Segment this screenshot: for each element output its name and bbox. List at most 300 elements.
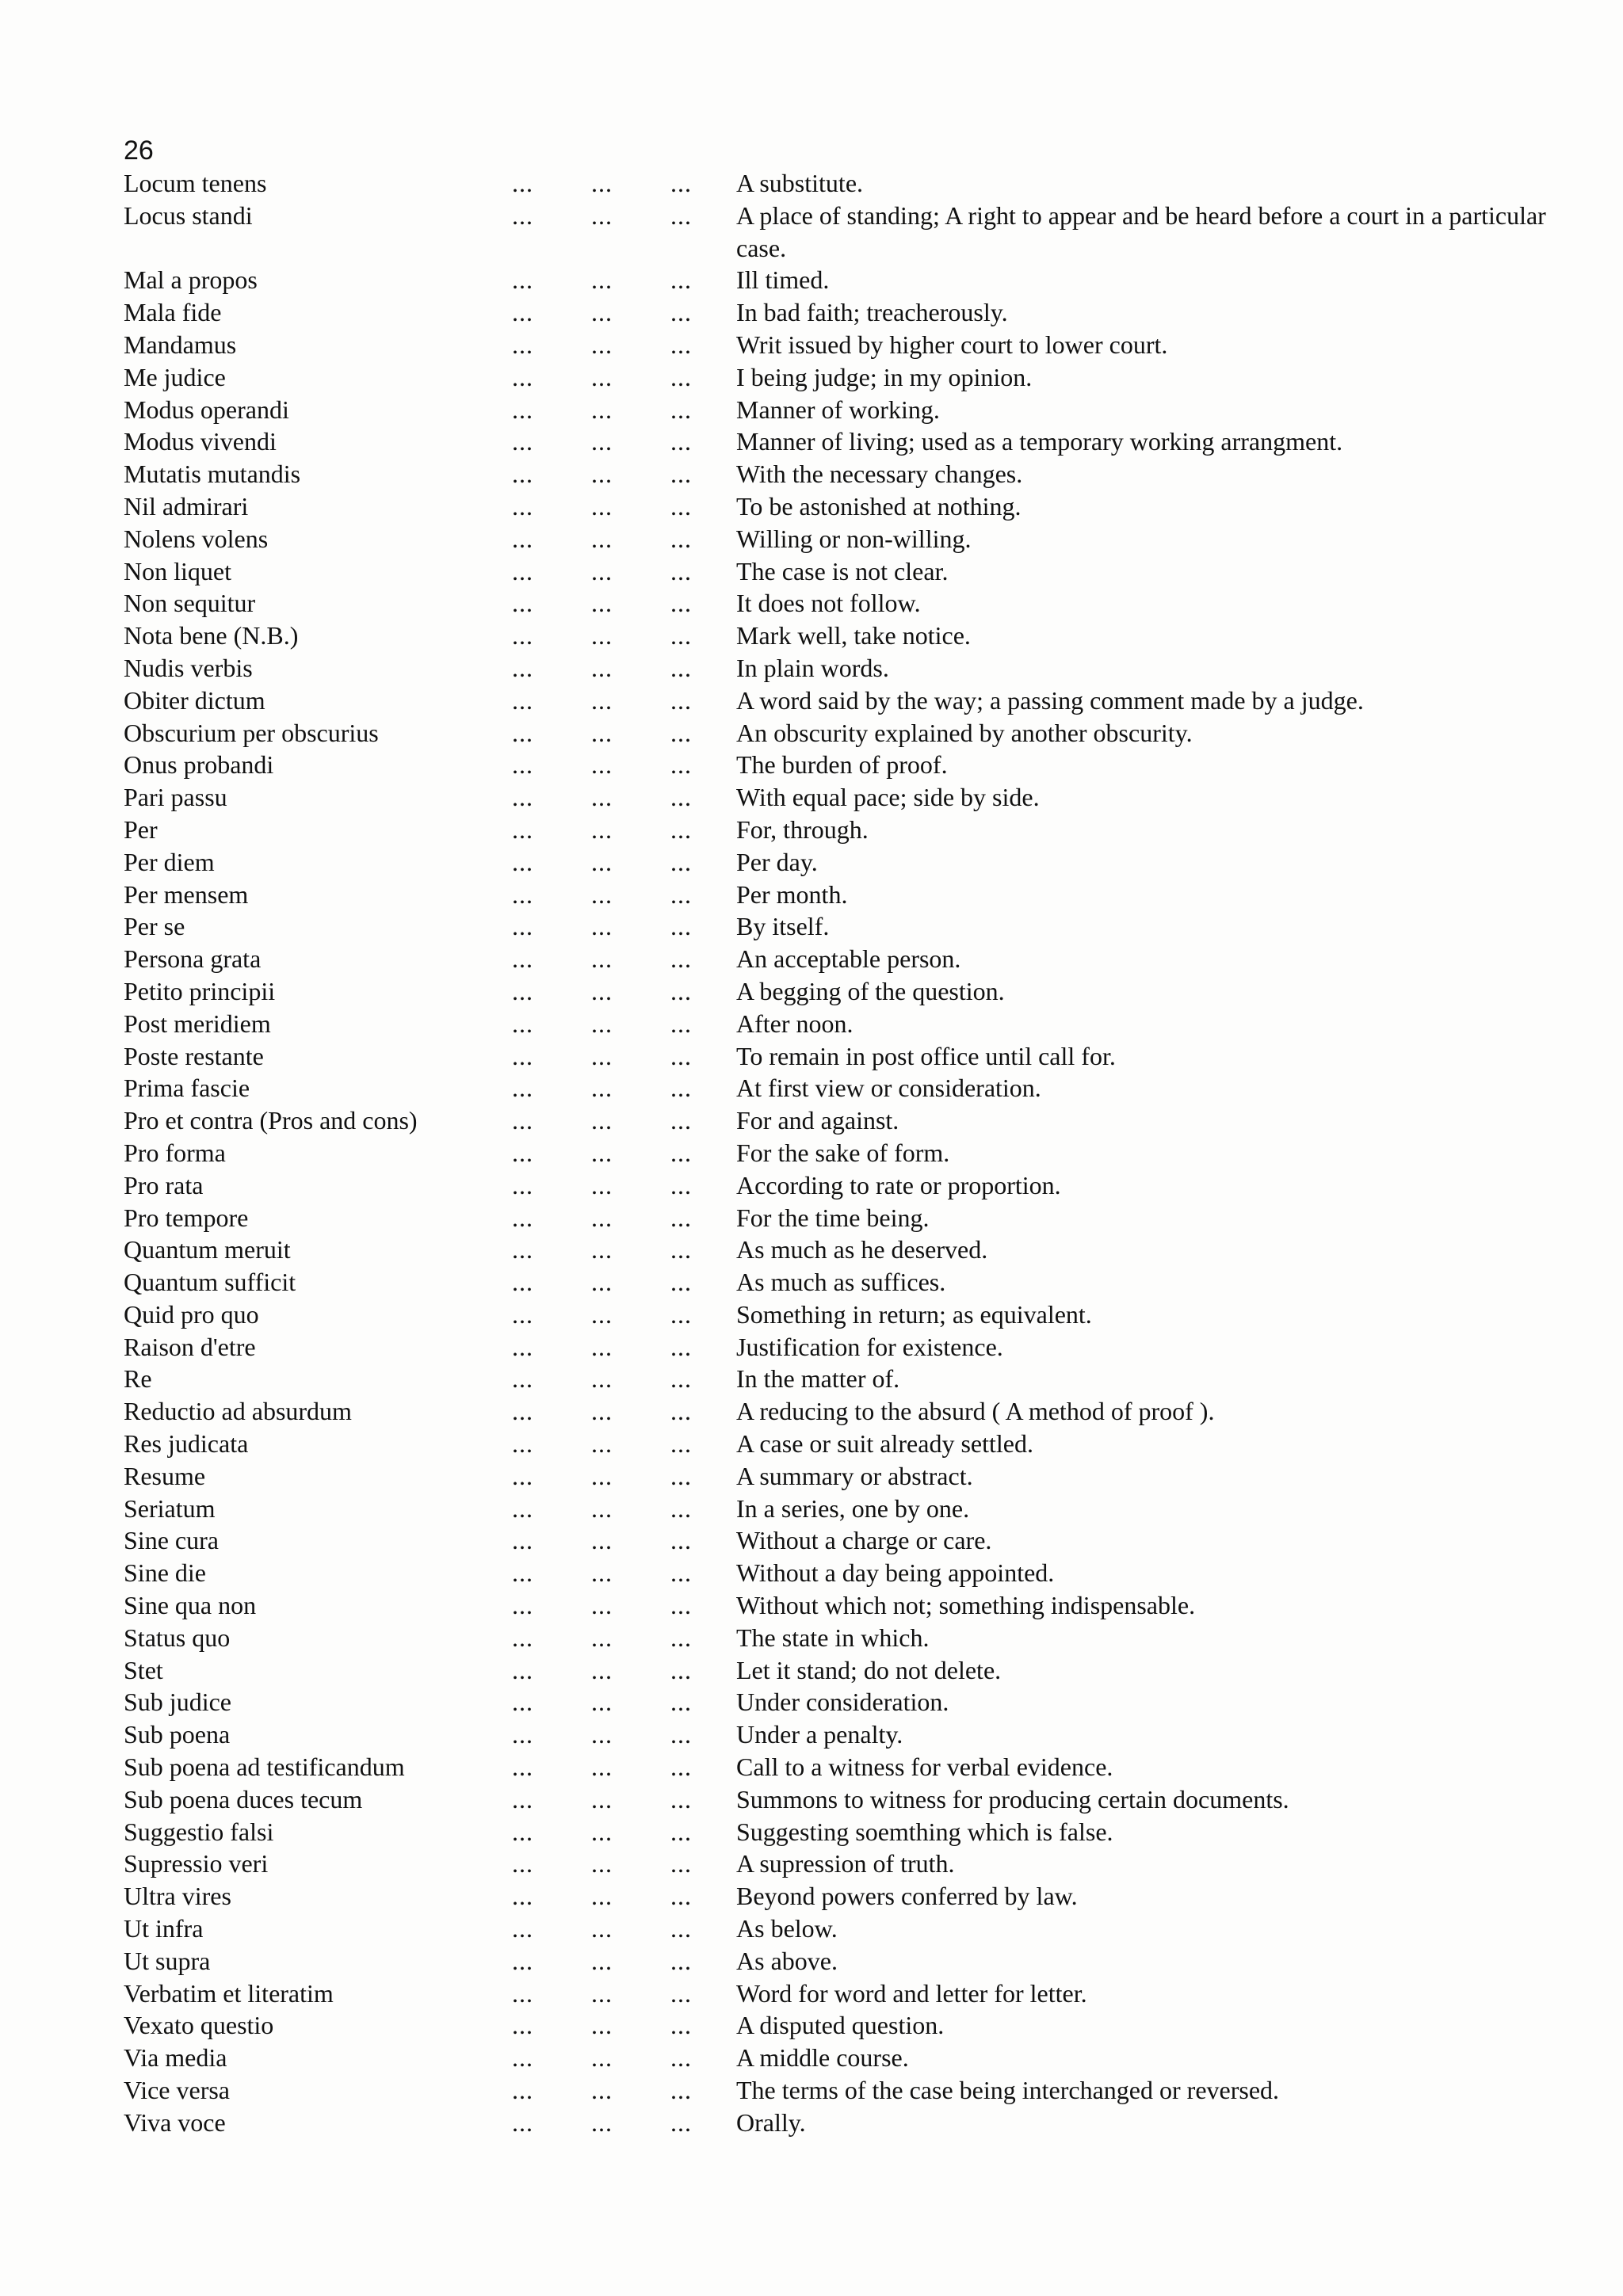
dot-leader: ... <box>670 912 692 941</box>
page-number: 26 <box>124 135 154 166</box>
entry-meaning: It does not follow. <box>736 589 921 618</box>
dot-leader: ... <box>591 2043 613 2073</box>
dot-leader: ... <box>591 1299 613 1329</box>
dot-leader: ... <box>670 1914 692 1943</box>
dot-leaders <box>512 2042 736 2074</box>
dot-leader: ... <box>512 1170 533 1199</box>
entry-term: Suggestio falsi <box>124 1817 274 1846</box>
dot-leader: ... <box>670 200 692 230</box>
entry-term: Mandamus <box>124 330 237 359</box>
dot-leader: ... <box>591 362 613 391</box>
dot-leader: ... <box>670 1655 692 1684</box>
entry-meaning: A middle course. <box>736 2043 909 2073</box>
dot-leader: ... <box>512 1849 533 1878</box>
entry-term: Sine die <box>124 1558 206 1588</box>
dot-leader: ... <box>591 685 613 715</box>
dot-leader: ... <box>512 1623 533 1652</box>
dot-leader: ... <box>591 814 613 844</box>
dot-leaders <box>512 1654 736 1687</box>
dot-leader: ... <box>512 685 533 715</box>
dot-leader: ... <box>512 1784 533 1814</box>
dot-leader: ... <box>591 1558 613 1588</box>
dot-leader: ... <box>512 2076 533 2105</box>
dot-leaders <box>512 2107 736 2139</box>
dot-leader: ... <box>591 653 613 682</box>
dot-leaders <box>512 1816 736 1848</box>
glossary-entry <box>124 1880 1574 1913</box>
dot-leader: ... <box>512 298 533 327</box>
dot-leader: ... <box>670 2076 692 2105</box>
dot-leader: ... <box>591 1268 613 1297</box>
glossary-entry <box>124 781 1574 814</box>
dot-leader: ... <box>512 1235 533 1264</box>
entry-term: Ut infra <box>124 1914 204 1943</box>
entry-term: Obscurium per obscurius <box>124 718 379 747</box>
dot-leader: ... <box>591 1914 613 1943</box>
glossary-entry <box>124 814 1574 846</box>
dot-leader: ... <box>512 524 533 553</box>
dot-leader: ... <box>670 395 692 424</box>
entry-term: Reductio ad absurdum <box>124 1397 352 1426</box>
glossary-entry <box>124 1395 1574 1428</box>
dot-leader: ... <box>591 1946 613 1975</box>
entry-term: Pro tempore <box>124 1203 249 1232</box>
dot-leader: ... <box>591 1720 613 1749</box>
dot-leaders <box>512 943 736 975</box>
dot-leaders <box>512 1008 736 1040</box>
glossary-entry <box>124 2074 1574 2107</box>
dot-leader: ... <box>591 491 613 521</box>
entry-meaning: Word for word and letter for letter. <box>736 1978 1087 2008</box>
entry-term: Re <box>124 1364 152 1394</box>
dot-leader: ... <box>512 1720 533 1749</box>
glossary-entry <box>124 846 1574 879</box>
dot-leaders <box>512 425 736 458</box>
dot-leader: ... <box>591 1009 613 1038</box>
entry-meaning: Willing or non-willing. <box>736 524 972 553</box>
dot-leaders <box>512 1945 736 1978</box>
dot-leaders <box>512 1072 736 1104</box>
dot-leader: ... <box>591 944 613 974</box>
dot-leader: ... <box>591 1138 613 1167</box>
entry-meaning: According to rate or proportion. <box>736 1170 1061 1199</box>
dot-leader: ... <box>670 783 692 812</box>
entry-meaning: In plain words. <box>736 653 889 682</box>
dot-leader: ... <box>670 556 692 585</box>
dot-leader: ... <box>670 1364 692 1394</box>
dot-leader: ... <box>512 1203 533 1232</box>
dot-leader: ... <box>591 1849 613 1878</box>
dot-leader: ... <box>512 1397 533 1426</box>
dot-leader: ... <box>670 330 692 359</box>
dot-leaders <box>512 620 736 652</box>
entry-meaning: Suggesting soemthing which is false. <box>736 1817 1113 1846</box>
entry-term: Petito principii <box>124 976 276 1005</box>
dot-leaders <box>512 2074 736 2107</box>
dot-leaders <box>512 264 736 296</box>
dot-leader: ... <box>670 1882 692 1911</box>
entry-meaning: A place of standing; A right to appear and be heard before a court in a particular case. <box>736 200 1546 262</box>
entry-meaning: For, through. <box>736 814 869 844</box>
dot-leader: ... <box>670 1946 692 1975</box>
dot-leaders <box>512 394 736 426</box>
glossary-entry <box>124 1234 1574 1266</box>
dot-leaders <box>512 1363 736 1395</box>
entry-meaning: Let it stand; do not delete. <box>736 1655 1002 1684</box>
dot-leaders <box>512 1395 736 1428</box>
entry-term: Per <box>124 814 158 844</box>
entry-term: Non sequitur <box>124 589 256 618</box>
entry-meaning: For the time being. <box>736 1203 930 1232</box>
entry-meaning: As above. <box>736 1946 838 1975</box>
dot-leader: ... <box>591 395 613 424</box>
dot-leader: ... <box>591 2076 613 2105</box>
dot-leaders <box>512 1266 736 1299</box>
entry-term: Verbatim et literatim <box>124 1978 334 2008</box>
dot-leader: ... <box>670 1268 692 1297</box>
glossary-entry <box>124 1460 1574 1493</box>
entry-meaning: As below. <box>736 1914 838 1943</box>
dot-leaders <box>512 458 736 490</box>
dot-leaders <box>512 717 736 749</box>
dot-leader: ... <box>512 1655 533 1684</box>
glossary-entry <box>124 1040 1574 1073</box>
dot-leaders <box>512 814 736 846</box>
dot-leader: ... <box>670 1106 692 1135</box>
entry-meaning: The burden of proof. <box>736 750 948 780</box>
dot-leaders <box>512 1137 736 1169</box>
dot-leader: ... <box>591 1978 613 2008</box>
entry-term: Raison d'etre <box>124 1332 256 1361</box>
glossary-entry <box>124 1686 1574 1718</box>
dot-leader: ... <box>512 1753 533 1782</box>
entry-meaning: Mark well, take notice. <box>736 621 971 650</box>
dot-leader: ... <box>670 1203 692 1232</box>
entry-meaning: Ill timed. <box>736 265 830 295</box>
dot-leader: ... <box>512 976 533 1005</box>
dot-leader: ... <box>591 912 613 941</box>
entry-term: Onus probandi <box>124 750 274 780</box>
entry-term: Sine qua non <box>124 1591 257 1620</box>
dot-leaders <box>512 1524 736 1557</box>
entry-meaning: A substitute. <box>736 169 864 197</box>
glossary-entry <box>124 361 1574 394</box>
glossary-entry <box>124 1589 1574 1622</box>
glossary-entry <box>124 1266 1574 1299</box>
glossary-entry <box>124 490 1574 523</box>
dot-leaders <box>512 296 736 329</box>
dot-leader: ... <box>512 556 533 585</box>
entry-meaning: I being judge; in my opinion. <box>736 362 1033 391</box>
dot-leader: ... <box>670 1397 692 1426</box>
dot-leader: ... <box>591 1170 613 1199</box>
dot-leader: ... <box>512 2011 533 2040</box>
dot-leaders <box>512 1299 736 1331</box>
entry-meaning: In the matter of. <box>736 1364 900 1394</box>
dot-leader: ... <box>670 362 692 391</box>
dot-leader: ... <box>591 750 613 780</box>
entry-meaning: A word said by the way; a passing comment made by a judge. <box>736 685 1364 715</box>
entry-term: Sub poena duces tecum <box>124 1784 363 1814</box>
dot-leader: ... <box>512 718 533 747</box>
dot-leaders <box>512 1848 736 1880</box>
dot-leader: ... <box>591 1106 613 1135</box>
dot-leader: ... <box>670 847 692 876</box>
entry-meaning: As much as he deserved. <box>736 1235 988 1264</box>
dot-leader: ... <box>591 1688 613 1717</box>
dot-leader: ... <box>670 1526 692 1555</box>
glossary-entry <box>124 2009 1574 2042</box>
dot-leaders <box>512 1589 736 1622</box>
glossary-entry <box>124 1202 1574 1234</box>
glossary-entry <box>124 1137 1574 1169</box>
entry-term: Supressio veri <box>124 1849 269 1878</box>
dot-leader: ... <box>670 685 692 715</box>
dot-leader: ... <box>512 1688 533 1717</box>
dot-leaders <box>512 910 736 943</box>
dot-leaders <box>512 781 736 814</box>
dot-leader: ... <box>591 1203 613 1232</box>
glossary-entry <box>124 1169 1574 1202</box>
glossary-entry <box>124 167 1574 200</box>
entry-meaning: With equal pace; side by side. <box>736 783 1040 812</box>
dot-leader: ... <box>591 1882 613 1911</box>
dot-leader: ... <box>512 879 533 909</box>
dot-leader: ... <box>512 1946 533 1975</box>
dot-leader: ... <box>670 718 692 747</box>
dot-leaders <box>512 1104 736 1137</box>
glossary-entry <box>124 1008 1574 1040</box>
glossary-entry <box>124 685 1574 717</box>
entry-meaning: A begging of the question. <box>736 976 1005 1005</box>
entry-meaning: The terms of the case being interchanged or reversed. <box>736 2076 1280 2105</box>
entry-term: Locus standi <box>124 200 253 230</box>
dot-leader: ... <box>591 589 613 618</box>
entry-term: Pro forma <box>124 1138 226 1167</box>
glossary-entry <box>124 1622 1574 1654</box>
glossary-entry <box>124 458 1574 490</box>
entry-meaning: Under consideration. <box>736 1688 949 1717</box>
dot-leader: ... <box>670 1720 692 1749</box>
dot-leaders <box>512 555 736 588</box>
dot-leaders <box>512 1557 736 1589</box>
glossary-entry <box>124 523 1574 555</box>
entry-term: Non liquet <box>124 556 231 585</box>
dot-leader: ... <box>670 1558 692 1588</box>
entry-term: Quantum sufficit <box>124 1268 296 1297</box>
entry-term: Nudis verbis <box>124 653 253 682</box>
entry-meaning: Call to a witness for verbal evidence. <box>736 1753 1113 1782</box>
entry-meaning: To remain in post office until call for. <box>736 1041 1116 1070</box>
entry-term: Stet <box>124 1655 163 1684</box>
entry-term: Per diem <box>124 847 215 876</box>
dot-leader: ... <box>512 589 533 618</box>
glossary-entry <box>124 394 1574 426</box>
dot-leader: ... <box>670 524 692 553</box>
dot-leader: ... <box>670 879 692 909</box>
dot-leaders <box>512 1493 736 1525</box>
dot-leaders <box>512 846 736 879</box>
dot-leader: ... <box>512 1558 533 1588</box>
dot-leader: ... <box>512 395 533 424</box>
dot-leaders <box>512 329 736 361</box>
dot-leader: ... <box>670 265 692 295</box>
dot-leader: ... <box>591 1074 613 1103</box>
entry-term: Me judice <box>124 362 226 391</box>
dot-leaders <box>512 361 736 394</box>
glossary-list <box>124 167 1574 2139</box>
dot-leader: ... <box>591 1041 613 1070</box>
dot-leader: ... <box>512 750 533 780</box>
dot-leader: ... <box>512 1978 533 2008</box>
dot-leader: ... <box>591 460 613 489</box>
dot-leader: ... <box>512 621 533 650</box>
dot-leader: ... <box>512 1268 533 1297</box>
dot-leader: ... <box>591 265 613 295</box>
dot-leader: ... <box>512 1009 533 1038</box>
entry-term: Ultra vires <box>124 1882 231 1911</box>
glossary-entry <box>124 1557 1574 1589</box>
dot-leader: ... <box>670 1009 692 1038</box>
dot-leader: ... <box>670 1461 692 1490</box>
entry-meaning: A disputed question. <box>736 2011 945 2040</box>
entry-term: Pari passu <box>124 783 227 812</box>
dot-leader: ... <box>591 621 613 650</box>
dot-leader: ... <box>512 847 533 876</box>
entry-meaning: Writ issued by higher court to lower court. <box>736 330 1168 359</box>
dot-leader: ... <box>591 879 613 909</box>
dot-leader: ... <box>670 1591 692 1620</box>
glossary-entry <box>124 200 1574 265</box>
entry-meaning: A supression of truth. <box>736 1849 955 1878</box>
dot-leader: ... <box>670 298 692 327</box>
dot-leader: ... <box>512 330 533 359</box>
dot-leader: ... <box>670 1041 692 1070</box>
dot-leader: ... <box>670 1429 692 1459</box>
dot-leader: ... <box>591 1332 613 1361</box>
entry-meaning: A reducing to the absurd ( A method of proof ). <box>736 1397 1215 1426</box>
dot-leader: ... <box>512 1914 533 1943</box>
entry-term: Sine cura <box>124 1526 219 1555</box>
entry-term: Post meridiem <box>124 1009 271 1038</box>
dot-leader: ... <box>591 783 613 812</box>
dot-leader: ... <box>670 1235 692 1264</box>
entry-term: Mal a propos <box>124 265 258 295</box>
dot-leader: ... <box>670 653 692 682</box>
glossary-entry <box>124 910 1574 943</box>
dot-leader: ... <box>670 2107 692 2137</box>
entry-meaning: Manner of working. <box>736 395 940 424</box>
entry-term: Seriatum <box>124 1493 216 1523</box>
dot-leaders <box>512 490 736 523</box>
dot-leader: ... <box>591 1784 613 1814</box>
glossary-entry <box>124 1945 1574 1978</box>
glossary-entry <box>124 2042 1574 2074</box>
dot-leaders <box>512 1234 736 1266</box>
entry-term: Quid pro quo <box>124 1299 259 1329</box>
entry-term: Mala fide <box>124 298 222 327</box>
dot-leader: ... <box>670 1138 692 1167</box>
entry-term: Via media <box>124 2043 227 2073</box>
entry-meaning: Under a penalty. <box>736 1720 903 1749</box>
dot-leader: ... <box>670 750 692 780</box>
glossary-entry <box>124 1978 1574 2010</box>
dot-leader: ... <box>512 814 533 844</box>
entry-meaning: Beyond powers conferred by law. <box>736 1882 1078 1911</box>
dot-leader: ... <box>512 944 533 974</box>
dot-leaders <box>512 879 736 911</box>
entry-meaning: At first view or consideration. <box>736 1074 1041 1103</box>
glossary-entry <box>124 1363 1574 1395</box>
dot-leaders <box>512 1460 736 1493</box>
dot-leader: ... <box>512 1106 533 1135</box>
entry-meaning: By itself. <box>736 912 830 941</box>
entry-term: Quantum meruit <box>124 1235 291 1264</box>
dot-leaders <box>512 1783 736 1816</box>
entry-meaning: Orally. <box>736 2107 806 2137</box>
entry-term: Modus vivendi <box>124 427 277 456</box>
entry-meaning: After noon. <box>736 1009 854 1038</box>
entry-meaning: The state in which. <box>736 1623 930 1652</box>
dot-leader: ... <box>512 2107 533 2137</box>
dot-leaders <box>512 1751 736 1783</box>
entry-meaning: Justification for existence. <box>736 1332 1003 1361</box>
glossary-entry <box>124 943 1574 975</box>
glossary-entry <box>124 1848 1574 1880</box>
entry-term: Nolens volens <box>124 524 269 553</box>
dot-leader: ... <box>591 2107 613 2137</box>
glossary-entry <box>124 1654 1574 1687</box>
dot-leader: ... <box>591 1623 613 1652</box>
entry-meaning: Without a day being appointed. <box>736 1558 1055 1588</box>
dot-leaders <box>512 652 736 685</box>
dot-leader: ... <box>670 460 692 489</box>
dot-leader: ... <box>512 1332 533 1361</box>
dot-leader: ... <box>512 1461 533 1490</box>
dot-leaders <box>512 200 736 232</box>
dot-leader: ... <box>591 524 613 553</box>
glossary-entry <box>124 587 1574 620</box>
dot-leader: ... <box>670 427 692 456</box>
glossary-entry <box>124 329 1574 361</box>
glossary-entry <box>124 1104 1574 1137</box>
entry-meaning: Per day. <box>736 847 818 876</box>
dot-leader: ... <box>512 2043 533 2073</box>
dot-leaders <box>512 1428 736 1460</box>
dot-leader: ... <box>512 1591 533 1620</box>
entry-term: Pro et contra (Pros and cons) <box>124 1106 418 1135</box>
dot-leader: ... <box>512 1817 533 1846</box>
dot-leader: ... <box>512 1074 533 1103</box>
dot-leaders <box>512 1331 736 1363</box>
entry-term: Vice versa <box>124 2076 230 2105</box>
dot-leaders <box>512 749 736 781</box>
entry-meaning: A summary or abstract. <box>736 1461 973 1490</box>
dot-leaders <box>512 1880 736 1913</box>
dot-leader: ... <box>512 783 533 812</box>
dot-leader: ... <box>591 1397 613 1426</box>
dot-leader: ... <box>512 169 533 197</box>
entry-term: Per mensem <box>124 879 249 909</box>
entry-meaning: A case or suit already settled. <box>736 1429 1033 1459</box>
dot-leaders <box>512 1718 736 1751</box>
dot-leader: ... <box>512 200 533 230</box>
entry-meaning: In bad faith; treacherously. <box>736 298 1008 327</box>
glossary-entry <box>124 555 1574 588</box>
entry-term: Resume <box>124 1461 206 1490</box>
dot-leader: ... <box>591 1655 613 1684</box>
glossary-entry <box>124 425 1574 458</box>
